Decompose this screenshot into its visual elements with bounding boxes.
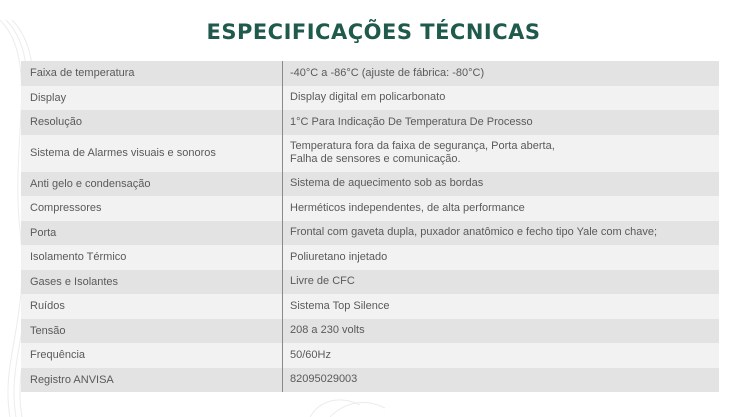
- spec-label: Tensão: [21, 319, 283, 344]
- table-row: [21, 61, 719, 86]
- spec-label: Compressores: [21, 196, 283, 221]
- table-row: [21, 245, 719, 270]
- spec-label: Frequência: [21, 343, 283, 368]
- spec-label: Sistema de Alarmes visuais e sonoros: [21, 135, 283, 172]
- table-row: [21, 270, 719, 295]
- spec-label: Display: [21, 86, 283, 111]
- specifications-table: [21, 61, 719, 392]
- spec-label: Anti gelo e condensação: [21, 172, 283, 197]
- spec-label: Registro ANVISA: [21, 368, 283, 393]
- spec-label: Porta: [21, 221, 283, 246]
- spec-value: -40°C a -86°C (ajuste de fábrica: -80°C): [290, 66, 485, 79]
- table-row: [21, 135, 719, 172]
- spec-value-line: Falha de sensores e comunicação.: [290, 153, 461, 165]
- table-row: [21, 221, 719, 246]
- spec-value: Sistema Top Silence: [290, 299, 390, 312]
- spec-value: 208 a 230 volts: [290, 324, 365, 337]
- spec-value: Frontal com gaveta dupla, puxador anatômico e fecho tipo Yale com chave;: [290, 226, 658, 239]
- table-row: [21, 319, 719, 344]
- spec-value: 82095029003: [290, 373, 358, 386]
- spec-value: Livre de CFC: [290, 275, 355, 288]
- spec-value: Herméticos independentes, de alta performance: [290, 201, 525, 214]
- spec-label: Faixa de temperatura: [21, 61, 283, 86]
- table-row: [21, 86, 719, 111]
- table-row: [21, 196, 719, 221]
- spec-label: Resolução: [21, 110, 283, 135]
- table-row: [21, 110, 719, 135]
- spec-value-line: Temperatura fora da faixa de segurança, Porta aberta,: [290, 140, 555, 152]
- table-row: [21, 172, 719, 197]
- table-row: [21, 294, 719, 319]
- page-title: ESPECIFICAÇÕES TÉCNICAS: [206, 20, 541, 44]
- table-row: [21, 368, 719, 393]
- spec-value: Display digital em policarbonato: [290, 91, 446, 104]
- table-row: [21, 343, 719, 368]
- spec-value: Sistema de aquecimento sob as bordas: [290, 177, 484, 190]
- spec-value: 1°C Para Indicação De Temperatura De Processo: [290, 115, 533, 128]
- spec-label: Gases e Isolantes: [21, 270, 283, 295]
- spec-value: [283, 135, 719, 172]
- spec-value: Poliuretano injetado: [290, 250, 388, 263]
- spec-label: Isolamento Térmico: [21, 245, 283, 270]
- spec-value: 50/60Hz: [290, 348, 331, 361]
- spec-label: Ruídos: [21, 294, 283, 319]
